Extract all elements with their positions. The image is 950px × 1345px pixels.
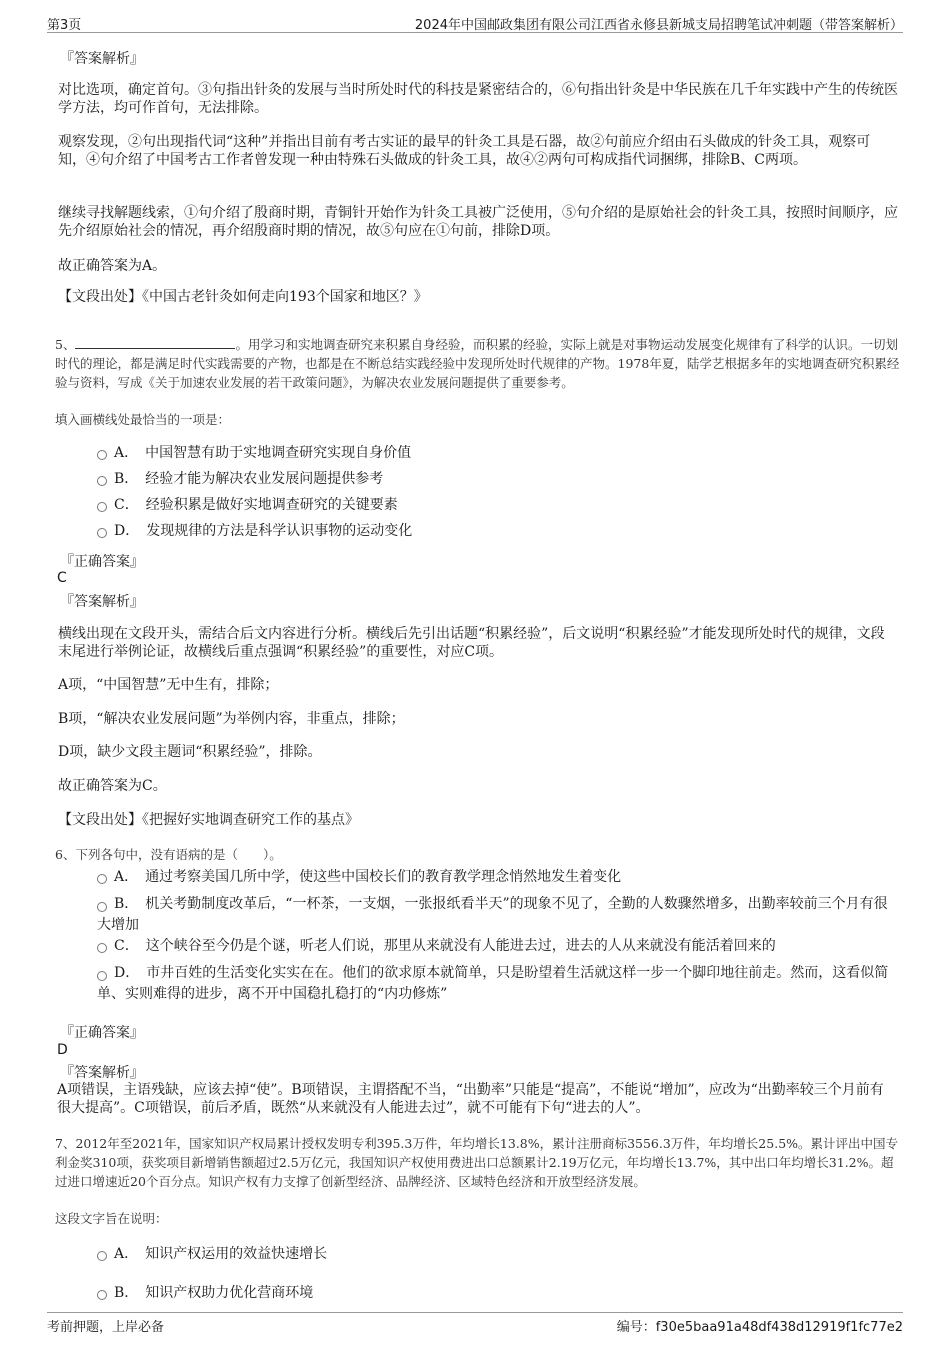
q4-analysis-para-1: 对比选项，确定首句。③句指出针灸的发展与当时所处时代的科技是紧密结合的，⑥句指出针灸是中华民族在几千年实践中产生的传统医学方法，均可作首句，无法排除。: [58, 82, 898, 116]
page-header: [47, 12, 903, 33]
document-title: 2024年中国邮政集团有限公司江西省永修县新城支局招聘笔试冲刺题（带答案解析）: [414, 18, 903, 33]
q6-analysis: A项错误，主语残缺，应该去掉“使”。B项错误，主谓搭配不当，“出勤率”只能是“提高”，不能说“增加”，应改为“出勤率较三个月前有很大提高”。C项错误，前后矛盾，既然“从来就没有人能进去过”，就不可能有下句“进去的人”。: [57, 1082, 884, 1116]
q5-analysis-para-1: 横线出现在文段开头，需结合后文内容进行分析。横线后先引出话题“积累经验”，后文说明“积累经验”才能发现所处时代的规律，文段末尾进行举例论证，故横线后重点强调“积累经验”的重要性，对应C项。: [58, 626, 885, 660]
document-code: 编号：f30e5baa91a48df438d12919f1fc77e2: [616, 1320, 903, 1335]
q7-stem: 7、2012年至2021年，国家知识产权局累计授权发明专利395.3万件，年均增长13.8%，累计注册商标3556.3万件，年均增长25.5%。累计评出中国专利金奖310项，获奖项目新增销售额超过2.5万亿元，我国知识产权使用费进出口总额累计2.19万亿元，年均增长13.7%，其中出口年均增长31.2%。超过进口增速近20个百分点。知识产权有力支撑了创新型经济、品牌经济、区域特色经济和开放型经济发展。: [55, 1136, 899, 1189]
q4-answer-line: 故正确答案为A。: [58, 258, 167, 274]
q6-analysis-label: 『答案解析』: [60, 1065, 144, 1081]
radio-icon[interactable]: [97, 476, 107, 486]
q4-analysis-label: 『答案解析』: [60, 51, 144, 67]
q5-option-c[interactable]: C． 经验积累是做好实地调查研究的关键要素: [0, 496, 950, 516]
radio-icon[interactable]: [97, 450, 107, 460]
radio-icon[interactable]: [97, 528, 107, 538]
page-footer: [47, 1312, 903, 1335]
q5-source: 【文段出处】《把握好实地调查研究工作的基点》: [58, 812, 359, 828]
q5-analysis-para-4: D项，缺少文段主题词“积累经验”，排除。: [58, 744, 322, 760]
q5-correct-label: 『正确答案』: [60, 554, 144, 570]
q7-option-b[interactable]: B． 知识产权助力优化营商环境: [0, 1284, 950, 1304]
q7-option-a[interactable]: A． 知识产权运用的效益快速增长: [0, 1245, 950, 1265]
q6-option-c[interactable]: C． 这个峡谷至今仍是个谜，听老人们说，那里从来就没有人能进去过，进去的人从来就没有能活着回来的: [0, 937, 950, 957]
q5-answer-line: 故正确答案为C。: [58, 778, 167, 794]
radio-icon[interactable]: [97, 874, 107, 884]
q6-correct-label: 『正确答案』: [60, 1025, 144, 1041]
q5-stem: [55, 335, 900, 392]
q6-option-b[interactable]: B． 机关考勤制度改革后，“一杯茶，一支烟，一张报纸看半天”的现象不见了，全勤的人数骤然增多，出勤率较前三个月有很大增加: [97, 896, 888, 933]
q4-analysis-para-2: 观察发现，②句出现指代词“这种”并指出目前有考古实证的最早的针灸工具是石器，故②句前应介绍由石头做成的针灸工具，观察可知，④句介绍了中国考古工作者曾发现一种由特殊石头做成的针灸工具，故④②两句可构成指代词捆绑，排除B、C两项。: [58, 134, 871, 168]
q6-option-d[interactable]: D． 市井百姓的生活变化实实在在。他们的欲求原本就简单，只是盼望着生活就这样一步一个脚印地往前走。然而，这看似简单、实则难得的进步，离不开中国稳扎稳打的“内功修炼”: [97, 965, 889, 1002]
page-number: 第3页: [47, 18, 82, 33]
footer-slogan: 考前押题，上岸必备: [47, 1320, 165, 1335]
q5-number: 5、: [55, 337, 76, 352]
q5-option-a[interactable]: A． 中国智慧有助于实地调查研究实现自身价值: [0, 444, 950, 464]
q5-option-d[interactable]: D． 发现规律的方法是科学认识事物的运动变化: [0, 522, 950, 542]
q4-source: 【文段出处】《中国古老针灸如何走向193个国家和地区？》: [58, 289, 428, 305]
radio-icon[interactable]: [97, 1251, 107, 1261]
q5-stem-text: 。用学习和实地调查研究来积累自身经验，而积累的经验，实际上就是对事物运动发展变化规律有了科学的认识。一切划时代的理论，都是满足时代实践需要的产物，也都是在不断总结实践经验中发现所处时代规律的产物。1978年夏，陆学艺根据多年的实地调查研究积累经验与资料，写成《关于加速农业发展的若干政策问题》，为解决农业发展问题提供了重要参考。: [55, 337, 900, 390]
q5-option-b[interactable]: B． 经验才能为解决农业发展问题提供参考: [0, 470, 950, 490]
q4-analysis-para-3: 继续寻找解题线索，①句介绍了殷商时期，青铜针开始作为针灸工具被广泛使用，⑤句介绍的是原始社会的针灸工具，按照时间顺序，应先介绍原始社会的情况，再介绍殷商时期的情况，故⑤句应在①句前，排除D项。: [58, 205, 898, 239]
q5-analysis-label: 『答案解析』: [60, 594, 144, 610]
q5-analysis-para-2: A项，“中国智慧”无中生有，排除；: [58, 677, 279, 693]
radio-icon[interactable]: [97, 502, 107, 512]
radio-icon[interactable]: [97, 943, 107, 953]
q6-option-a[interactable]: A． 通过考察美国几所中学，使这些中国校长们的教育教学理念悄然地发生着变化: [0, 868, 950, 888]
radio-icon[interactable]: [97, 1290, 107, 1300]
q5-correct-answer: C: [57, 570, 67, 586]
q7-prompt: 这段文字旨在说明：: [55, 1211, 168, 1226]
q5-prompt: 填入画横线处最恰当的一项是：: [55, 412, 231, 427]
fill-blank: [75, 336, 235, 349]
q5-analysis-para-3: B项，“解决农业发展问题”为举例内容，非重点，排除；: [58, 711, 405, 727]
q6-correct-answer: D: [57, 1042, 68, 1058]
q6-stem: 6、下列各句中，没有语病的是（ ）。: [55, 847, 282, 862]
